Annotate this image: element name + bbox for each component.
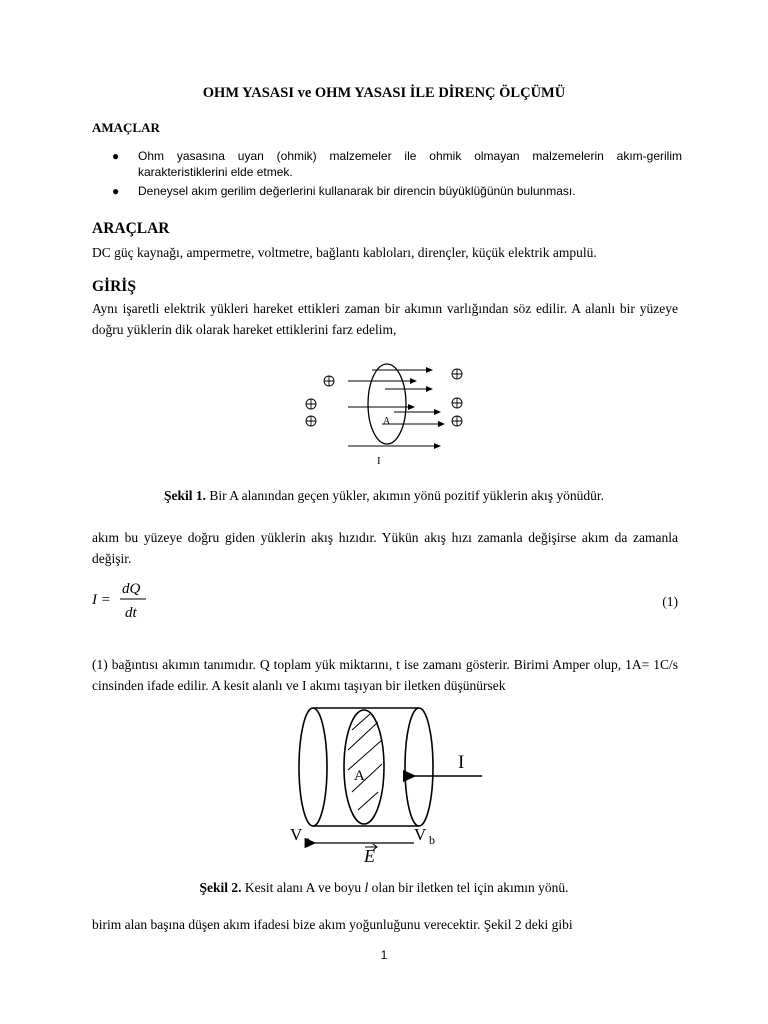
vb-label-sub: b bbox=[429, 833, 435, 847]
list-item bbox=[92, 183, 682, 199]
giris-paragraph-2: akım bu yüzeye doğru giden yüklerin akış hızıdır. Yükün akış hızı zamanla değişirse akım da zamanla değişir. bbox=[92, 530, 678, 566]
figure-1-caption bbox=[0, 488, 768, 504]
bullet-text: Ohm yasasına uyan (ohmik) malzemeler ile ohmik olmayan malzemelerin akım-gerilim karakteristiklerini elde etmek. bbox=[138, 149, 682, 179]
equation-denominator: dt bbox=[125, 605, 137, 621]
figure-2-caption bbox=[0, 880, 768, 896]
caption-label: Şekil 1. bbox=[163, 488, 206, 503]
araclar-text: DC güç kaynağı, ampermetre, voltmetre, bağlantı kabloları, dirençler, küçük elektrik ampulü. bbox=[92, 245, 597, 260]
page-number: 1 bbox=[380, 948, 388, 962]
current-label: I bbox=[377, 455, 381, 467]
area-label: A bbox=[354, 768, 365, 784]
va-label-main: V bbox=[290, 825, 303, 844]
list-item bbox=[92, 148, 682, 180]
caption-text: olan bir iletken tel için akımın yönü. bbox=[368, 880, 569, 895]
vb-label-main: V bbox=[414, 825, 427, 844]
va-label-sub: a bbox=[305, 833, 311, 847]
caption-length-symbol: l bbox=[364, 880, 369, 895]
cross-section-ellipse bbox=[344, 710, 384, 824]
surface-ellipse bbox=[368, 364, 406, 444]
caption-text: Kesit alanı A ve boyu bbox=[241, 880, 365, 895]
amaclar-list bbox=[92, 148, 682, 202]
bullet-icon: ● bbox=[112, 184, 120, 198]
caption-label: Şekil 2. bbox=[199, 880, 242, 895]
equation-formula bbox=[92, 578, 172, 628]
equation-1 bbox=[92, 578, 682, 628]
giris-paragraph-1: Aynı işaretli elektrik yükleri hareket ettikleri zaman bir akımın varlığından söz edilir. A alanlı bir yüzeye doğru yüklerin dik olarak hareket ettiklerini farz edelim, bbox=[92, 301, 678, 337]
giris-heading: GİRİŞ bbox=[92, 278, 136, 295]
equation-lhs: I = bbox=[92, 592, 111, 608]
equation-number: (1) bbox=[662, 594, 678, 609]
cross-section-hatching bbox=[348, 714, 382, 810]
araclar-heading: ARAÇLAR bbox=[92, 220, 170, 237]
field-label: E bbox=[364, 846, 375, 866]
caption-text: Bir A alanından geçen yükler, akımın yönü pozitif yüklerin akış yönüdür. bbox=[206, 488, 605, 503]
giris-paragraph-4: birim alan başına düşen akım ifadesi bize akım yoğunluğunu verecektir. Şekil 2 deki gibi bbox=[92, 917, 573, 932]
bullet-icon: ● bbox=[112, 149, 120, 163]
figure-2-diagram bbox=[286, 700, 496, 870]
page-title: OHM YASASI ve OHM YASASI İLE DİRENÇ ÖLÇÜMÜ bbox=[202, 85, 566, 101]
bullet-text: Deneysel akım gerilim değerlerini kullanarak bir direncin büyüklüğünün bulunması. bbox=[138, 184, 576, 198]
equation-numerator: dQ bbox=[122, 581, 141, 597]
conductor-cylinder bbox=[299, 708, 433, 826]
area-label: A bbox=[383, 416, 391, 427]
figure-1-diagram bbox=[290, 352, 470, 470]
current-label: I bbox=[458, 752, 465, 773]
amaclar-heading: AMAÇLAR bbox=[92, 120, 160, 135]
flow-arrows bbox=[348, 370, 444, 446]
giris-paragraph-3: (1) bağıntısı akımın tanımıdır. Q toplam yük miktarını, t ise zamanı gösterir. Birimi Amper olup, 1A= 1C/s cinsinden ifade edilir. A kesit alanlı ve I akımı taşıyan bir iletken düşünürsek bbox=[92, 657, 678, 693]
